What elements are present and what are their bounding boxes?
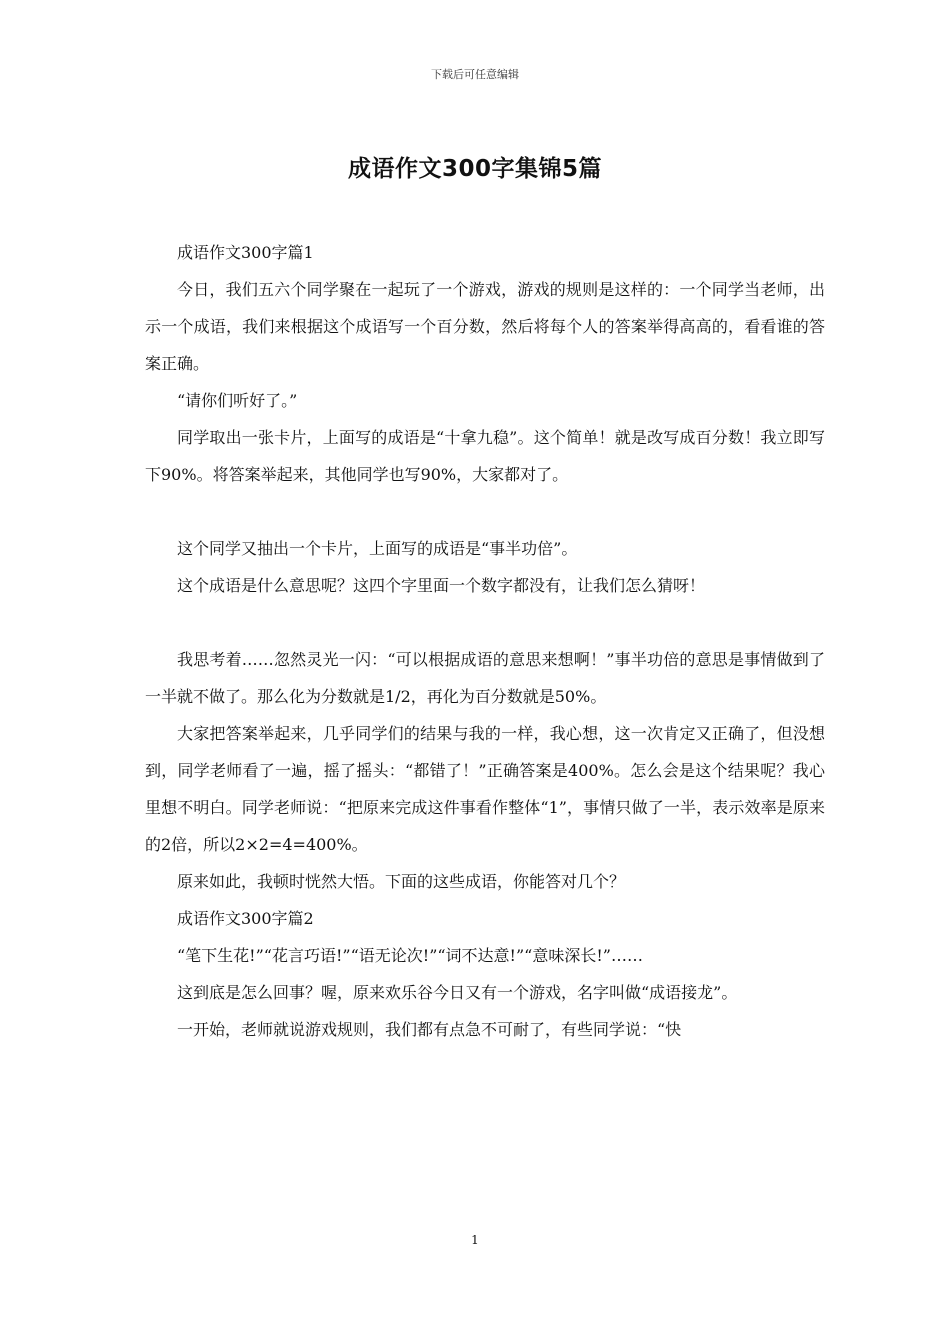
page-header-note: 下载后可任意编辑 bbox=[431, 68, 519, 81]
paragraph: 一开始，老师就说游戏规则，我们都有点急不可耐了，有些同学说：“快 bbox=[177, 1020, 682, 1039]
paragraph: 这个成语是什么意思呢？这四个字里面一个数字都没有，让我们怎么猜呀！ bbox=[177, 576, 706, 595]
document-title: 成语作文300字集锦5篇 bbox=[347, 156, 602, 182]
paragraph: “笔下生花!”“花言巧语!”“语无论次!”“词不达意!”“意味深长!”…… bbox=[177, 946, 643, 965]
paragraph-gap bbox=[145, 493, 825, 530]
paragraph: 原来如此，我顿时恍然大悟。下面的这些成语，你能答对几个？ bbox=[177, 872, 626, 891]
section-heading-2: 成语作文300字篇2 bbox=[177, 909, 314, 928]
paragraph: 这到底是怎么回事？喔，原来欢乐谷今日又有一个游戏，名字叫做“成语接龙”。 bbox=[177, 983, 738, 1002]
page-number: 1 bbox=[471, 1233, 479, 1247]
paragraph: 今日，我们五六个同学聚在一起玩了一个游戏，游戏的规则是这样的：一个同学当老师，出示一个成语，我们来根据这个成语写一个百分数，然后将每个人的答案举得高高的，看看谁的答案正确。 bbox=[145, 280, 825, 373]
paragraph: 这个同学又抽出一个卡片，上面写的成语是“事半功倍”。 bbox=[177, 539, 578, 558]
paragraph: 同学取出一张卡片，上面写的成语是“十拿九稳”。这个简单！就是改写成百分数！我立即写下90%。将答案举起来，其他同学也写90%，大家都对了。 bbox=[145, 428, 825, 484]
paragraph: “请你们听好了。” bbox=[177, 391, 298, 410]
paragraph: 我思考着……忽然灵光一闪：“可以根据成语的意思来想啊！”事半功倍的意思是事情做到了一半就不做了。那么化为分数就是1/2，再化为百分数就是50%。 bbox=[145, 650, 825, 706]
document-body bbox=[145, 234, 825, 1048]
paragraph: 大家把答案举起来，几乎同学们的结果与我的一样，我心想，这一次肯定又正确了，但没想到，同学老师看了一遍，摇了摇头：“都错了！”正确答案是400%。怎么会是这个结果呢？我心里想不明白。同学老师说：“把原来完成这件事看作整体“1”，事情只做了一半，表示效率是原来的2倍，所以2×2=4=400%。 bbox=[145, 724, 825, 854]
section-heading-1: 成语作文300字篇1 bbox=[177, 243, 314, 262]
paragraph-gap bbox=[145, 604, 825, 641]
